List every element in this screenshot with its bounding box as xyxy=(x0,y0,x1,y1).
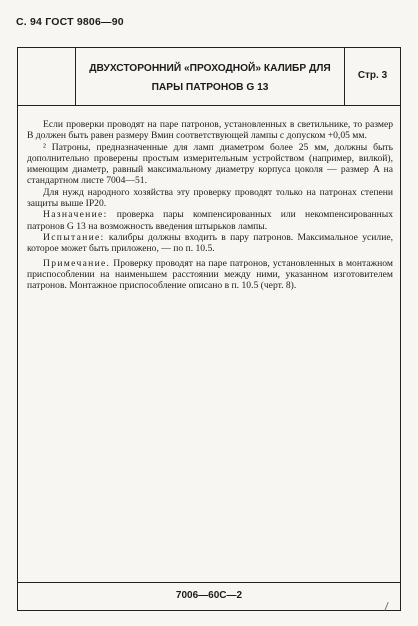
header-page-cell xyxy=(344,48,400,105)
purpose-label: Назначение: xyxy=(43,209,108,221)
sheet-footer: 7006—60С—2 xyxy=(18,582,400,610)
header-left-cell xyxy=(18,48,76,105)
sheet-header xyxy=(18,48,400,106)
paragraph-purpose xyxy=(27,209,393,232)
note-text: Проверку проводят на паре патронов, установленных в монтажном приспособлении на наименьшем расстоянии между ними, указанном изготовителем патронов. Монтажное приспособление описано в п. 10.5 (черт. 8). xyxy=(27,257,393,292)
paragraph-3: Для нужд народного хозяйства эту проверку проводят только на патронах степени защиты выше IP20. xyxy=(27,186,393,210)
paragraph-note xyxy=(27,258,393,292)
note-label: Примечание. xyxy=(43,257,111,269)
paragraph-test xyxy=(27,232,393,255)
paragraph-1: Если проверки проводят на паре патронов, установленных в светильнике, то размер B должен быть равен размеру Bмин соответствующей лампы с допуском +0,05 мм. xyxy=(27,119,393,142)
sheet-title-line-2: ПАРЫ ПАТРОНОВ G 13 xyxy=(151,82,269,93)
sheet-title-line-1: ДВУХСТОРОННИЙ «ПРОХОДНОЙ» КАЛИБР ДЛЯ xyxy=(89,63,331,74)
page-header: С. 94 ГОСТ 9806—90 xyxy=(16,16,124,28)
test-text: калибры должны входить в пару патронов. Максимальное усилие, которое может быть приложено, — по п. 10.5. xyxy=(27,231,393,255)
purpose-text: проверка пары компенсированных или некомпенсированных патронов G 13 на возможность введения штырьков лампы. xyxy=(27,209,393,232)
test-label: Испытание: xyxy=(43,231,105,243)
paragraph-2-footnote: ² Патроны, предназначенные для ламп диаметром более 25 мм, должны быть дополнительно проверены простым измерительным устройством (например, вилкой), имеющим диаметр, равный максимальному диаметру корпуса цоколя — размер A на стандартном листе 7004—51. xyxy=(27,141,393,187)
sheet-page-label: Стр. 3 xyxy=(357,70,388,81)
sheet-title xyxy=(76,59,344,97)
sheet-body xyxy=(27,119,393,291)
standard-sheet-frame xyxy=(17,47,401,611)
